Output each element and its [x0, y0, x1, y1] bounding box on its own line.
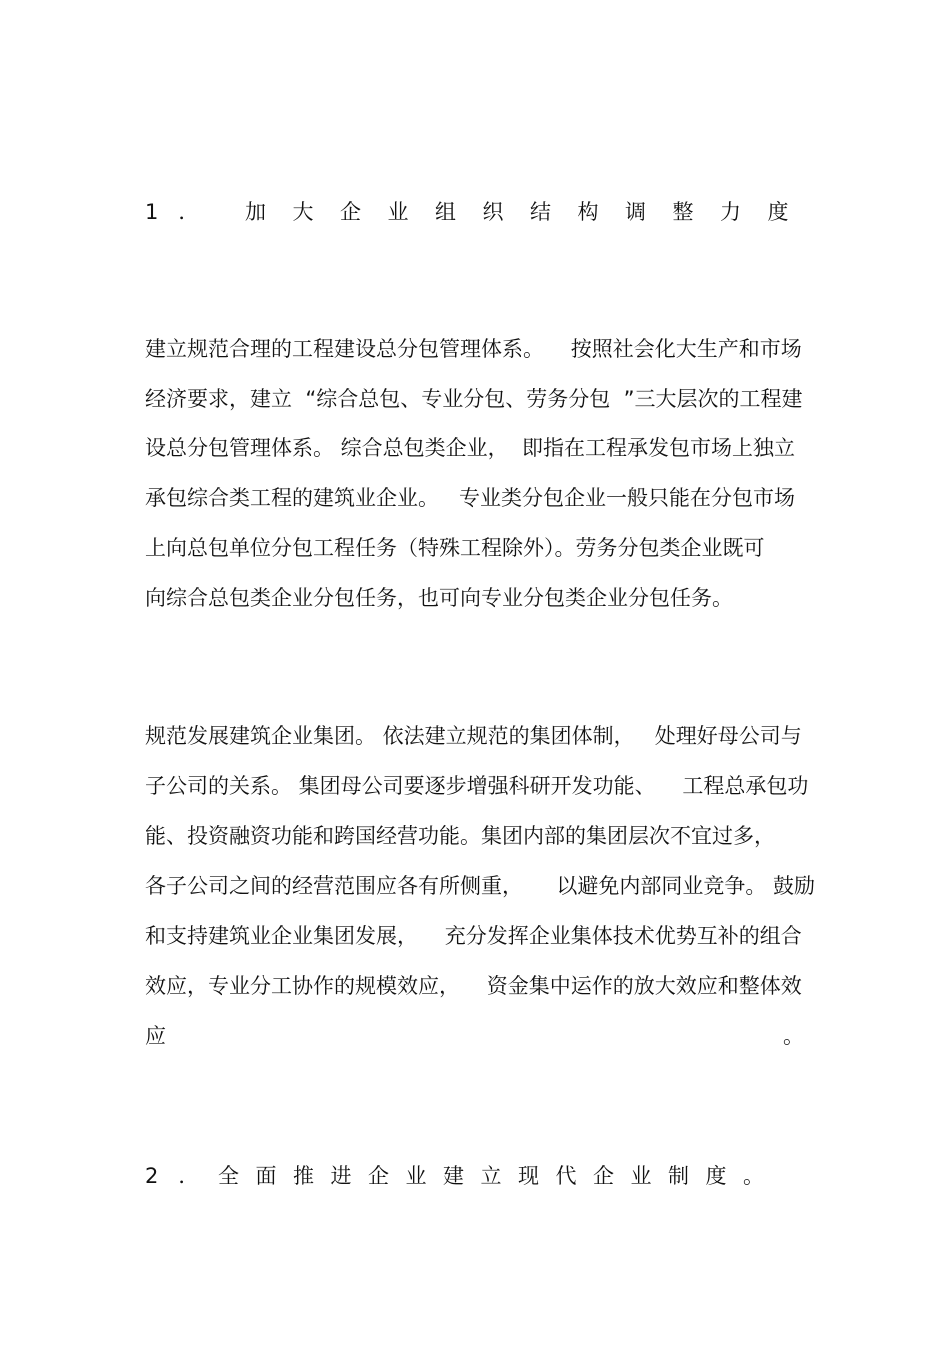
- paragraph-line: 子公司的关系。 集团母公司要逐步增强科研开发功能、 工程总承包功: [145, 774, 809, 798]
- section-title: 全面推进企业建立现代企业制度。: [218, 1164, 781, 1188]
- paragraph-line: 和支持建筑业企业集团发展， 充分发挥企业集体技术优势互补的组合: [145, 924, 802, 948]
- paragraph-line: 向综合总包类企业分包任务，也可向专业分包类企业分包任务。: [145, 586, 733, 610]
- section-title: 加大企业组织结构调整力度: [245, 200, 815, 224]
- paragraph-line: 建立规范合理的工程建设总分包管理体系。 按照社会化大生产和市场: [145, 337, 802, 361]
- paragraph-line: 承包综合类工程的建筑业企业。 专业类分包企业一般只能在分包市场: [145, 486, 796, 510]
- section-heading-1: [145, 198, 815, 226]
- section-heading-2: [145, 1162, 805, 1190]
- paragraph-end-mark: 。: [783, 1024, 804, 1048]
- paragraph-line: 规范发展建筑企业集团。 依法建立规范的集团体制， 处理好母公司与: [145, 724, 802, 748]
- section-number: 2．: [145, 1164, 220, 1188]
- paragraph-line: 能、投资融资功能和跨国经营功能。集团内部的集团层次不宜过多，: [145, 824, 775, 848]
- paragraph-line: 设总分包管理体系。 综合总包类企业， 即指在工程承发包市场上独立: [145, 436, 796, 460]
- paragraph-line: 效应，专业分工协作的规模效应， 资金集中运作的放大效应和整体效: [145, 974, 802, 998]
- paragraph-line: 上向总包单位分包工程任务（特殊工程除外）。劳务分包类企业既可: [145, 536, 765, 560]
- paragraph-line: 经济要求，建立 “综合总包、专业分包、劳务分包 ”三大层次的工程建: [145, 387, 803, 411]
- section-number: 1．: [145, 200, 220, 224]
- paragraph-line: 应: [145, 1024, 166, 1048]
- paragraph-line: 各子公司之间的经营范围应各有所侧重， 以避免内部同业竞争。 鼓励: [145, 874, 816, 898]
